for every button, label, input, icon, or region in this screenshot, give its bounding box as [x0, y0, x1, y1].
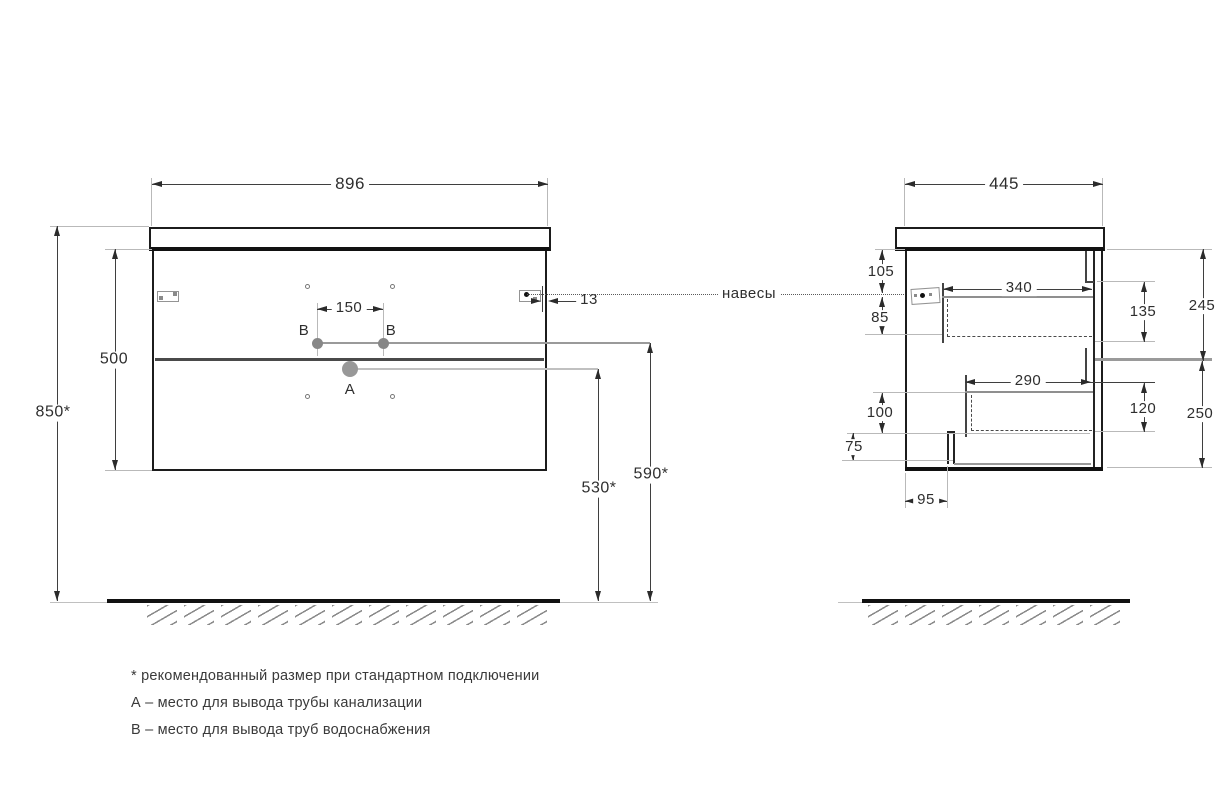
extension-line: [1107, 467, 1212, 468]
dimension-arrow: [538, 181, 548, 187]
dimension-arrow: [373, 306, 383, 312]
dimension-arrow: [905, 181, 915, 187]
dimension-arrow: [879, 283, 885, 293]
screw-dot: [914, 294, 917, 297]
drawing-line: [1085, 281, 1094, 283]
bottom-front-height-dim: 250: [1183, 406, 1218, 422]
screw-dot: [159, 296, 163, 300]
floor-hatching: [942, 605, 972, 625]
dimension-arrow: [1199, 458, 1205, 468]
dimension-arrow: [879, 393, 885, 403]
floor-hatching: [406, 605, 436, 625]
extension-line: [842, 460, 953, 461]
dimension-arrow: [1200, 249, 1206, 259]
floor-hatching: [868, 605, 898, 625]
hole-a: [342, 361, 358, 377]
dimension-arrow: [1082, 286, 1092, 292]
floor-hatching: [1053, 605, 1083, 625]
dimension-arrow: [54, 226, 60, 236]
floor-hatching: [147, 605, 177, 625]
dimension-arrow: [879, 297, 885, 307]
water-level-line: [317, 342, 650, 344]
front-width-dim: 896: [331, 175, 369, 193]
dimension-arrow: [647, 343, 653, 353]
hole-a-label: A: [344, 381, 356, 399]
dimension-arrow: [595, 369, 601, 379]
dimension-arrow: [1200, 351, 1206, 361]
dimension-line: [558, 301, 577, 302]
dimension-arrow: [965, 379, 975, 385]
depth-dim: 445: [985, 175, 1023, 193]
mount-hole: [305, 394, 310, 399]
hole-marker: [920, 293, 925, 298]
drawing-line: [953, 431, 955, 464]
hole-b-right: [378, 338, 389, 349]
floor-hatching: [517, 605, 547, 625]
floor-line: [107, 599, 560, 603]
top-drawer-inner-height-dim: 135: [1126, 304, 1161, 320]
bottom-clearance-dim: 100: [863, 405, 898, 421]
front-countertop: [149, 227, 551, 251]
top-drawer-depth-dim: 340: [1002, 280, 1037, 296]
mount-hole: [390, 284, 395, 289]
floor-hatching: [905, 605, 935, 625]
bottom-drawer-inner-height-dim: 120: [1126, 401, 1161, 417]
extension-line: [50, 226, 149, 227]
dimension-arrow: [647, 591, 653, 601]
drawing-line: [1085, 348, 1087, 382]
dimension-arrow: [1081, 379, 1091, 385]
side-bottom-edge: [905, 467, 1103, 471]
floor-hatching: [258, 605, 288, 625]
floor-hatching: [369, 605, 399, 625]
drawing-line: [1085, 251, 1087, 281]
dimension-arrow: [595, 591, 601, 601]
dimension-arrow: [54, 591, 60, 601]
drain-level-line: [350, 368, 598, 370]
water-height-dim: 590*: [630, 467, 673, 484]
drawing-line: [954, 463, 1091, 465]
drain-height-dim: 530*: [578, 481, 621, 498]
back-notch-depth-dim: 95: [913, 492, 939, 508]
top-drawer-hidden-bottom: [947, 336, 1092, 337]
dimension-arrow: [879, 250, 885, 260]
floor-line: [862, 599, 1130, 603]
hole-b-label: B: [385, 322, 397, 340]
drawer-front-gap-line: [1095, 358, 1212, 361]
extension-line: [873, 392, 965, 393]
floor-hatching: [979, 605, 1009, 625]
hole-b-left: [312, 338, 323, 349]
bottom-drawer-hidden-edge: [971, 395, 972, 431]
hole-b-label: B: [298, 322, 310, 340]
dimension-arrow: [548, 298, 558, 304]
mount-hole: [390, 394, 395, 399]
extension-line: [105, 470, 152, 471]
floor-hatching: [1090, 605, 1120, 625]
drawing-line: [942, 283, 944, 343]
dimension-arrow: [112, 460, 118, 470]
dimension-arrow: [943, 286, 953, 292]
drawing-line: [965, 391, 1093, 393]
bottom-drawer-depth-dim: 290: [1011, 373, 1046, 389]
top-drawer-hidden-edge: [947, 299, 948, 337]
side-countertop: [895, 227, 1105, 251]
floor-hatching: [332, 605, 362, 625]
extension-line: [1107, 249, 1212, 250]
dimension-arrow: [1093, 181, 1103, 187]
mount-hole: [305, 284, 310, 289]
dimension-line: [965, 382, 1155, 383]
extension-line: [947, 466, 948, 508]
dimension-arrow: [1141, 332, 1147, 342]
dimension-arrow: [112, 249, 118, 259]
floor-hatching: [184, 605, 214, 625]
dimension-arrow: [317, 306, 327, 312]
note-hole-a: А – место для вывода трубы канализации: [131, 695, 423, 711]
drawing-line: [942, 296, 1093, 298]
floor-hatching: [1016, 605, 1046, 625]
dimension-arrow: [1141, 422, 1147, 432]
dimension-line: [542, 286, 543, 312]
dimension-arrow: [1141, 282, 1147, 292]
dimension-arrow: [1141, 383, 1147, 393]
screw-dot: [173, 292, 177, 296]
bracket-callout-label: навесы: [718, 286, 780, 302]
plinth-height-dim: 75: [841, 439, 867, 455]
dimension-arrow: [1199, 361, 1205, 371]
floor-hatching: [480, 605, 510, 625]
dimension-arrow: [879, 423, 885, 433]
note-recommended-size: * рекомендованный размер при стандартном подключении: [131, 668, 540, 684]
extension-line: [865, 334, 942, 335]
dimension-arrow: [531, 298, 541, 304]
bracket-inset-dim: 13: [576, 292, 602, 308]
top-front-height-dim: 245: [1185, 298, 1220, 314]
screw-dot: [929, 293, 932, 296]
b-spacing-dim: 150: [332, 300, 367, 316]
floor-hatching: [221, 605, 251, 625]
top-clearance-dim: 105: [864, 264, 899, 280]
bottom-drawer-hidden-bottom: [971, 430, 1092, 431]
note-hole-b: В – место для вывода труб водоснабжения: [131, 722, 431, 738]
bracket-drop-dim: 85: [867, 310, 893, 326]
cabinet-height-dim: 500: [96, 352, 132, 369]
extension-line: [847, 433, 1090, 434]
dimension-arrow: [152, 181, 162, 187]
floor-hatching: [443, 605, 473, 625]
floor-hatching: [295, 605, 325, 625]
install-height-dim: 850*: [32, 405, 75, 422]
